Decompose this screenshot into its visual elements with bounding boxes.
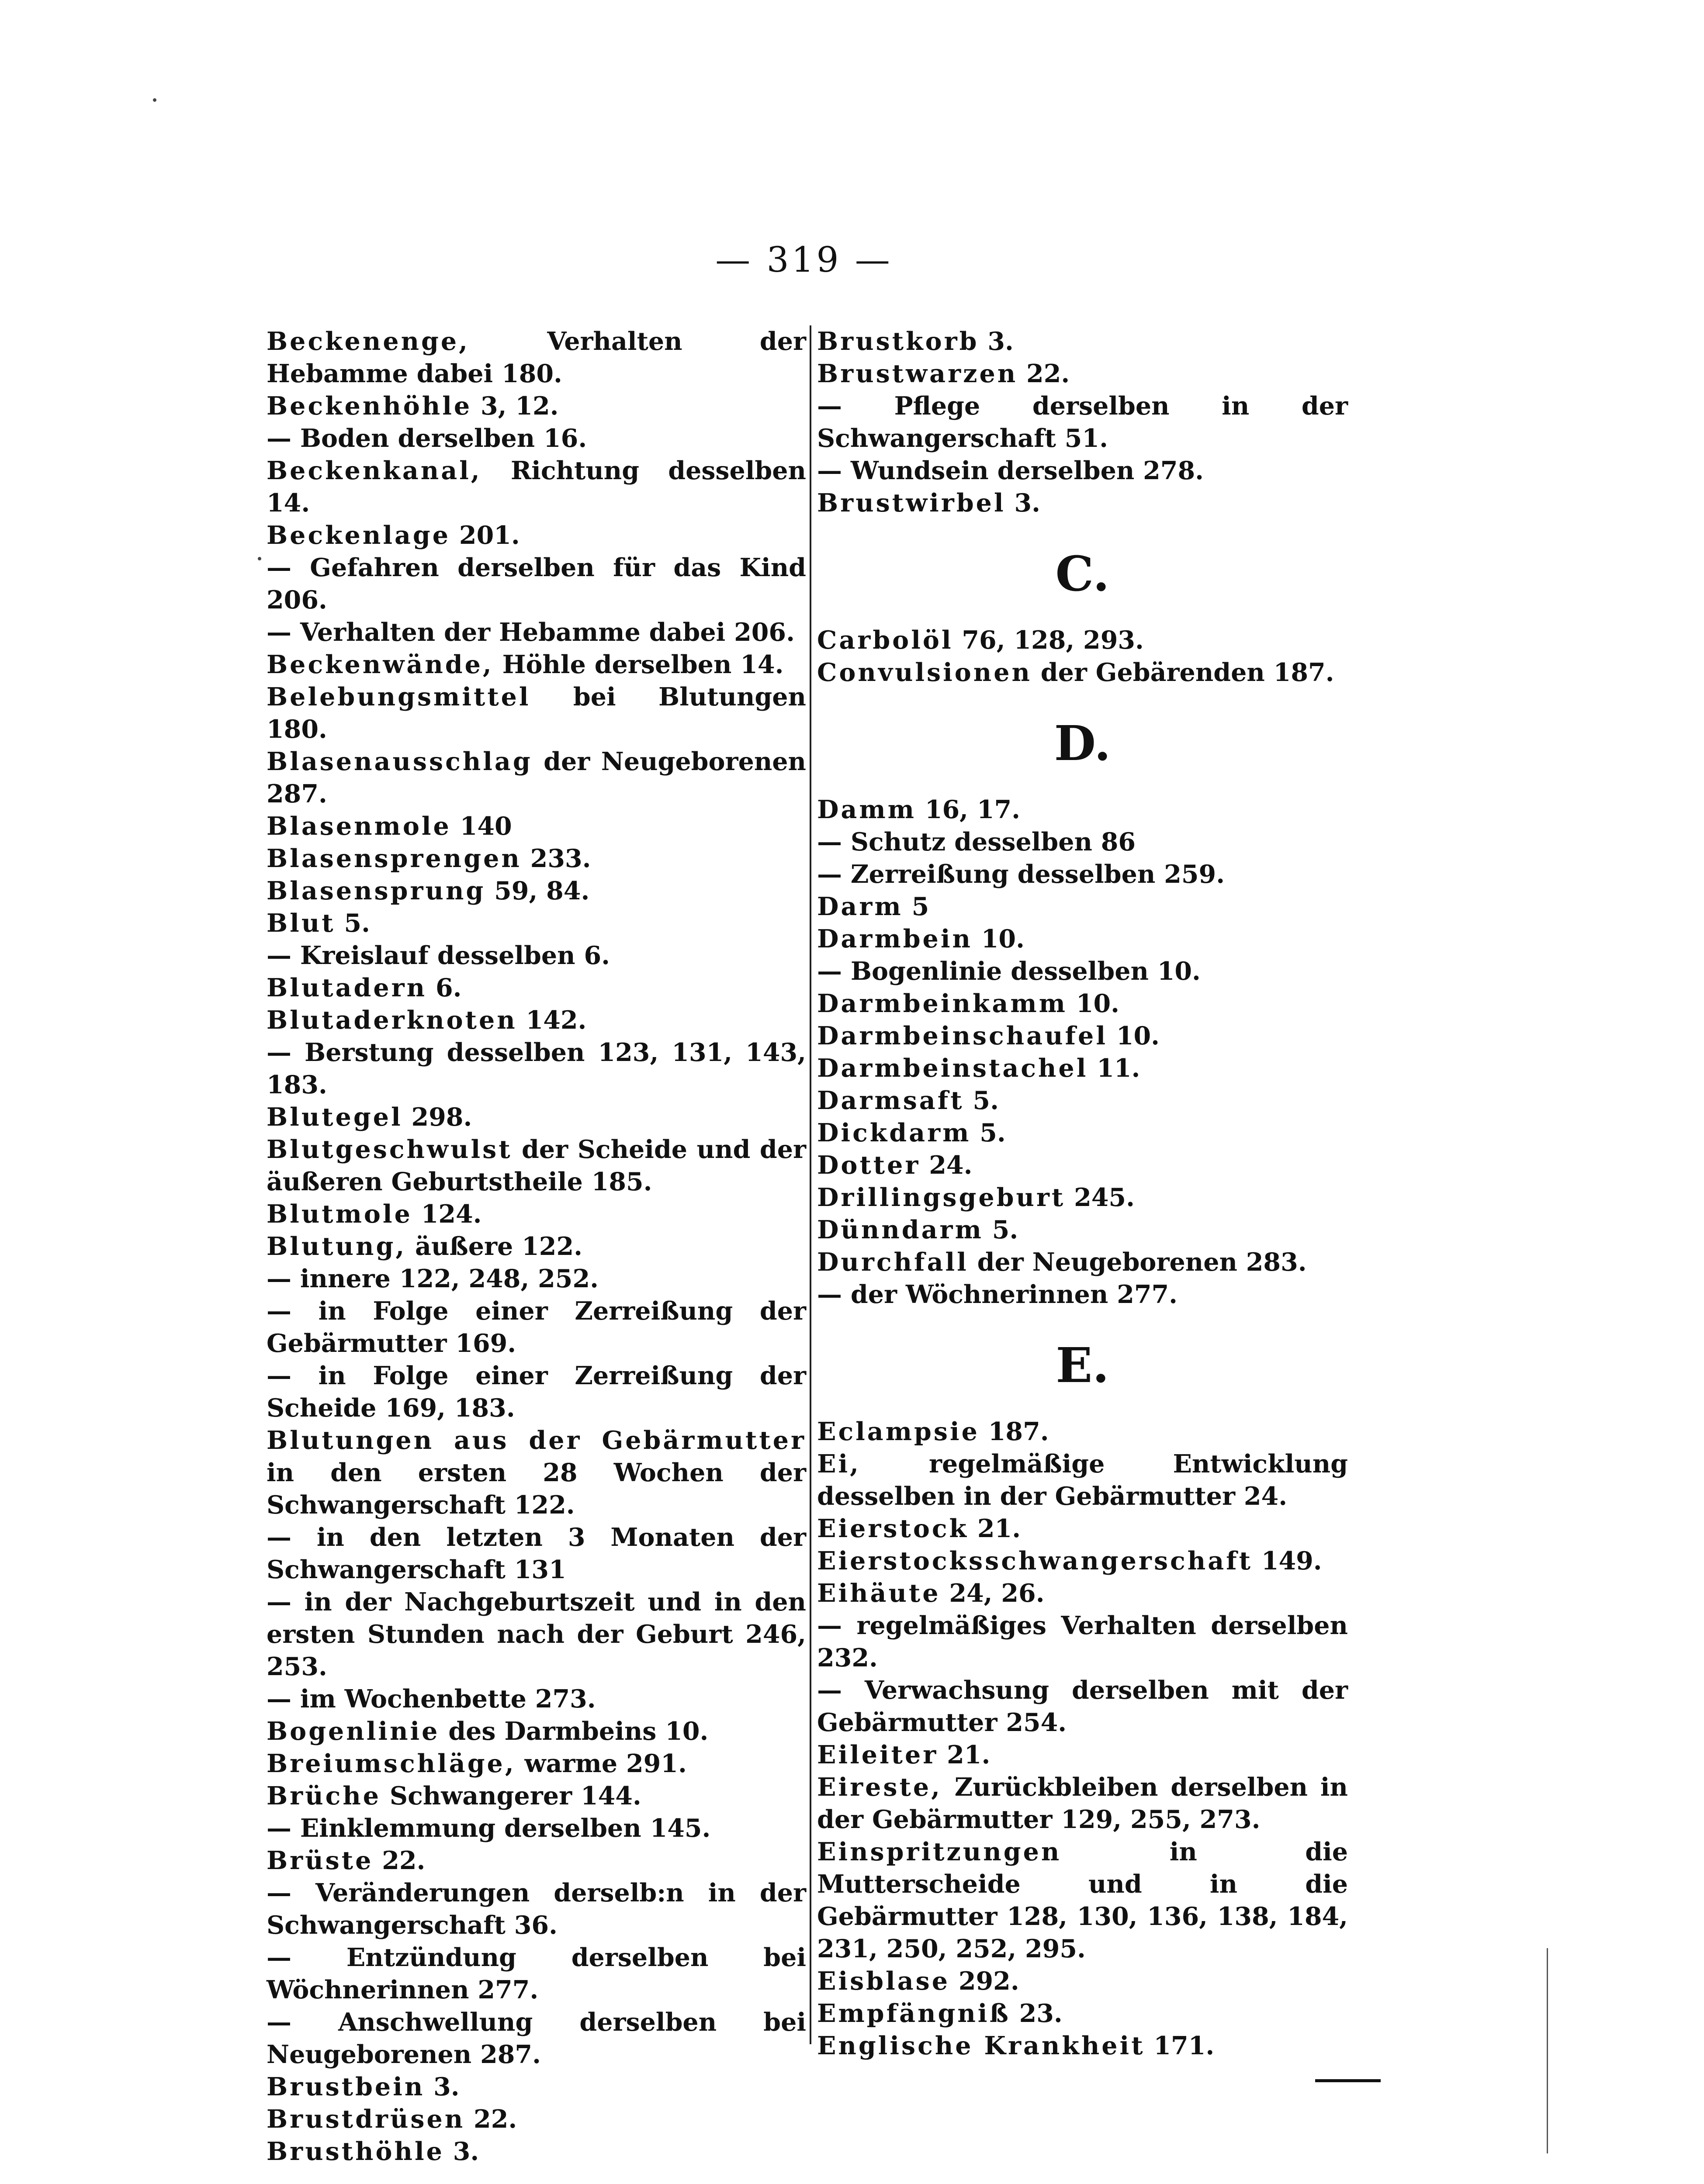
index-references: 5.	[335, 909, 370, 938]
section-letter-heading: C.	[1055, 546, 1110, 602]
index-entry	[817, 2030, 1348, 2062]
index-references: — Zerreißung desselben 259.	[817, 860, 1225, 889]
index-references: — Anschwellung derselben bei Neugeborenen 287.	[267, 2008, 806, 2069]
index-term: Dünndarm	[817, 1215, 984, 1244]
index-references: 187.	[979, 1417, 1049, 1446]
index-references: 22.	[1018, 359, 1070, 388]
index-references: 140	[451, 812, 512, 841]
margin-rule	[1547, 1948, 1548, 2153]
index-references: 3.	[444, 2137, 479, 2166]
index-references: 5.	[971, 1118, 1006, 1147]
index-term: Darmsaft	[817, 1086, 964, 1115]
index-term: Eierstock	[817, 1514, 969, 1543]
index-entry	[817, 657, 1348, 689]
index-references: — Verwachsung derselben mit der Gebärmutter 254.	[817, 1676, 1348, 1737]
index-references: 21.	[938, 1740, 991, 1769]
index-references: — Kreislauf desselben 6.	[267, 941, 610, 970]
index-references: in die Mutterscheide und in die Gebärmutter 128, 130, 136, 138, 184, 231, 250, 252, 295.	[817, 1837, 1348, 1963]
index-entry	[267, 1037, 806, 1101]
index-entry	[267, 1101, 806, 1133]
index-term: Darm	[817, 892, 903, 921]
page-number: — 319 —	[715, 239, 893, 280]
speck	[153, 98, 156, 102]
index-entry	[817, 1246, 1348, 1279]
index-term: Brustbein	[267, 2072, 425, 2101]
index-references: 24, 26.	[940, 1579, 1045, 1608]
index-term: Darmbeinschaufel	[817, 1021, 1108, 1051]
index-entry	[817, 1182, 1348, 1214]
index-term: Darmbein	[817, 924, 973, 954]
index-references: Richtung desselben 14.	[267, 456, 806, 518]
index-term: Bogenlinie	[267, 1717, 440, 1746]
index-term: Brustwarzen	[817, 359, 1018, 388]
index-entry	[267, 1683, 806, 1715]
index-term: Darmbeinstachel	[817, 1054, 1088, 1083]
index-entry	[817, 1416, 1348, 1448]
index-references: in den ersten 28 Wochen der Schwangerschaft 122.	[267, 1458, 806, 1520]
index-references: — in der Nachgeburtszeit und in den ersten Stunden nach der Geburt 246, 253.	[267, 1587, 806, 1681]
index-references: 23.	[1010, 1999, 1063, 2028]
index-entry	[817, 923, 1348, 955]
index-term: Drillingsgeburt	[817, 1183, 1066, 1212]
index-references: — Gefahren derselben für das Kind 206.	[267, 553, 806, 615]
index-term: Beckenenge,	[267, 327, 470, 356]
index-references: Höhle derselben 14.	[493, 650, 784, 679]
index-references: — Wundsein derselben 278.	[817, 456, 1204, 485]
index-entry	[267, 325, 806, 390]
index-references: — Entzündung derselben bei Wöchnerinnen 277.	[267, 1943, 806, 2004]
index-term: Beckenkanal,	[267, 456, 482, 485]
index-references: 76, 128, 293.	[953, 625, 1144, 655]
index-entry	[267, 649, 806, 681]
index-term: Blutmole	[267, 1199, 412, 1229]
index-references: 6.	[427, 973, 462, 1002]
index-term: Beckenwände,	[267, 650, 494, 679]
index-references: Zurückbleiben derselben in der Gebärmutter 129, 255, 273.	[817, 1773, 1348, 1834]
index-references: — Pflege derselben in der Schwangerschaft 51.	[817, 391, 1348, 453]
index-entry	[267, 972, 806, 1004]
index-references: — Boden derselben 16.	[267, 424, 587, 453]
index-references: — Einklemmung derselben 145.	[267, 1814, 711, 1843]
index-entry	[267, 1133, 806, 1198]
index-references: der Neugeborenen 287.	[267, 747, 806, 809]
index-entry	[817, 1020, 1348, 1052]
index-entry	[267, 616, 806, 649]
index-references: 3, 12.	[472, 391, 559, 421]
index-entry	[817, 1577, 1348, 1610]
index-entry	[817, 1545, 1348, 1577]
index-references: 3.	[425, 2072, 460, 2101]
index-term: Eireste,	[817, 1773, 942, 1802]
index-references: 298.	[402, 1102, 472, 1132]
index-entry	[267, 1586, 806, 1683]
index-entry	[267, 1845, 806, 1877]
index-references: 10.	[1067, 989, 1119, 1018]
index-entry	[267, 390, 806, 422]
index-entry	[267, 2071, 806, 2103]
index-entry	[817, 624, 1348, 657]
index-term: Damm	[817, 795, 916, 824]
index-term: Englische Krankheit	[817, 2031, 1145, 2060]
index-term: Beckenlage	[267, 521, 451, 550]
index-references: 5.	[964, 1086, 999, 1115]
index-term: Breiumschläge,	[267, 1749, 516, 1778]
index-term: Blutegel	[267, 1102, 403, 1132]
index-entry	[267, 907, 806, 940]
index-entry	[817, 1997, 1348, 2030]
index-term: Darmbeinkamm	[817, 989, 1067, 1018]
index-entry	[267, 455, 806, 519]
index-entry	[817, 1149, 1348, 1182]
index-entry	[817, 1214, 1348, 1246]
index-term: Convulsionen	[817, 658, 1032, 687]
index-references: — Bogenlinie desselben 10.	[817, 957, 1201, 986]
index-term: Beckenhöhle	[267, 391, 472, 421]
index-entry	[267, 1424, 806, 1521]
index-references: — der Wöchnerinnen 277.	[817, 1280, 1178, 1309]
index-term: Blasensprengen	[267, 844, 522, 873]
index-term: Blasensprung	[267, 876, 486, 905]
index-entry	[267, 2136, 806, 2168]
index-references: 233.	[521, 844, 591, 873]
index-references: — Berstung desselben 123, 131, 143, 183.	[267, 1038, 806, 1099]
index-term: Brüste	[267, 1846, 374, 1875]
index-term: Brustkorb	[817, 327, 979, 356]
index-term: Blutadern	[267, 973, 427, 1002]
index-references: 59, 84.	[485, 876, 590, 905]
index-entry	[267, 1198, 806, 1230]
index-references: — in Folge einer Zerreißung der Gebärmutter 169.	[267, 1296, 806, 1358]
index-term: Eierstocksschwangerschaft	[817, 1546, 1253, 1576]
index-term: Blasenmole	[267, 812, 451, 841]
index-column-right	[817, 325, 1348, 2062]
index-term: Blutgeschwulst	[267, 1135, 513, 1164]
index-entry	[267, 1748, 806, 1780]
index-references: 22.	[465, 2105, 517, 2134]
index-term: Eisblase	[817, 1966, 950, 1996]
index-entry	[817, 1674, 1348, 1739]
index-references: — Schutz desselben 86	[817, 827, 1136, 857]
index-term: Brustwirbel	[817, 488, 1006, 518]
index-references: der Gebärenden 187.	[1032, 658, 1334, 687]
index-entry	[267, 1230, 806, 1263]
index-references: 21.	[969, 1514, 1021, 1543]
index-term: Durchfall	[817, 1248, 969, 1277]
column-divider	[810, 325, 811, 2044]
index-entry	[817, 390, 1348, 455]
index-references: 24.	[920, 1151, 973, 1180]
index-entry	[267, 1263, 806, 1295]
index-entry	[267, 552, 806, 616]
index-column-left	[267, 325, 806, 2168]
index-references: — Verhalten der Hebamme dabei 206.	[267, 618, 795, 647]
end-dash	[1315, 2079, 1381, 2082]
index-entry	[267, 746, 806, 810]
index-entry	[267, 843, 806, 875]
index-term: Eihäute	[817, 1579, 941, 1608]
index-entry	[267, 1004, 806, 1037]
index-references: — Veränderungen derselb:n in der Schwangerschaft 36.	[267, 1878, 806, 1940]
index-references: warme 291.	[516, 1749, 687, 1778]
index-entry	[817, 1448, 1348, 1513]
index-references: der Neugeborenen 283.	[968, 1248, 1307, 1277]
index-references: 11.	[1088, 1054, 1140, 1083]
index-entry	[817, 1052, 1348, 1085]
index-references: 142.	[517, 1006, 587, 1035]
index-entry	[267, 810, 806, 843]
index-references: 16, 17.	[916, 795, 1021, 824]
index-entry	[817, 1610, 1348, 1674]
index-entry	[267, 422, 806, 455]
index-references: 149.	[1252, 1546, 1322, 1576]
index-references: des Darmbeins 10.	[440, 1717, 709, 1746]
index-term: Blasenausschlag	[267, 747, 533, 776]
index-references: 10.	[972, 924, 1025, 954]
index-references: 5	[903, 892, 929, 921]
section-letter-heading: E.	[1056, 1337, 1109, 1393]
index-references: äußere 122.	[406, 1232, 582, 1261]
index-entry	[817, 891, 1348, 923]
index-references: regelmäßige Entwicklung desselben in der Gebärmutter 24.	[817, 1449, 1348, 1511]
index-references: 10.	[1107, 1021, 1160, 1051]
index-term: Eclampsie	[817, 1417, 980, 1446]
index-entry	[817, 358, 1348, 390]
index-entry	[817, 794, 1348, 826]
index-references: 22.	[373, 1846, 426, 1875]
index-term: Dickdarm	[817, 1118, 971, 1147]
index-entry	[817, 487, 1348, 519]
index-entry	[267, 1877, 806, 1942]
index-entry	[267, 940, 806, 972]
index-entry	[817, 1771, 1348, 1836]
index-entry	[817, 826, 1348, 858]
index-entry	[817, 1085, 1348, 1117]
index-references: — im Wochenbette 273.	[267, 1684, 596, 1714]
index-term: Dotter	[817, 1151, 921, 1180]
index-entry	[267, 2103, 806, 2136]
index-entry	[267, 1295, 806, 1360]
index-term: Blut	[267, 909, 336, 938]
index-entry	[267, 519, 806, 552]
index-entry	[267, 1360, 806, 1424]
index-term: Ei,	[817, 1449, 861, 1479]
index-references: 171.	[1145, 2031, 1215, 2060]
index-entry	[817, 1836, 1348, 1965]
section-letter-heading: D.	[1054, 715, 1111, 771]
index-references: 3.	[1005, 488, 1040, 518]
index-term: Blutungen aus der Gebärmutter	[267, 1426, 806, 1455]
index-term: Belebungsmittel	[267, 682, 531, 712]
index-references: 201.	[450, 521, 520, 550]
index-entry	[267, 1942, 806, 2006]
index-term: Brüche	[267, 1781, 381, 1811]
index-references: der Scheide und der äußeren Geburtstheile 185.	[267, 1135, 806, 1196]
index-term: Blutung,	[267, 1232, 407, 1261]
index-references: 3.	[979, 327, 1014, 356]
index-entry	[267, 1780, 806, 1812]
index-entry	[817, 1739, 1348, 1771]
index-entry	[817, 1117, 1348, 1149]
index-term: Empfängniß	[817, 1999, 1011, 2028]
index-entry	[267, 1812, 806, 1845]
index-references: Verhalten der Hebamme dabei 180.	[267, 327, 806, 388]
speck	[258, 557, 261, 560]
index-entry	[817, 988, 1348, 1020]
index-entry	[817, 1965, 1348, 1997]
index-references: Schwangerer 144.	[381, 1781, 641, 1811]
index-entry	[817, 325, 1348, 358]
index-entry	[267, 1715, 806, 1748]
index-references: 292.	[950, 1966, 1019, 1996]
index-term: Brusthöhle	[267, 2137, 444, 2166]
index-entry	[267, 875, 806, 907]
index-term: Brustdrüsen	[267, 2105, 465, 2134]
index-entry	[817, 1279, 1348, 1311]
index-references: — regelmäßiges Verhalten derselben 232.	[817, 1611, 1348, 1673]
index-references: 5.	[983, 1215, 1018, 1244]
index-entry	[267, 1521, 806, 1586]
index-term: Blutaderknoten	[267, 1006, 517, 1035]
index-entry	[817, 955, 1348, 988]
index-entry	[817, 455, 1348, 487]
index-references: — innere 122, 248, 252.	[267, 1264, 599, 1293]
index-term: Carbolöl	[817, 625, 953, 655]
index-term: Einspritzungen	[817, 1837, 1062, 1866]
index-references: — in den letzten 3 Monaten der Schwangerschaft 131	[267, 1523, 806, 1584]
index-references: — in Folge einer Zerreißung der Scheide 169, 183.	[267, 1361, 806, 1423]
index-entry	[817, 1513, 1348, 1545]
index-references: 124.	[412, 1199, 482, 1229]
index-references: 245.	[1065, 1183, 1135, 1212]
index-term: Eileiter	[817, 1740, 939, 1769]
index-entry	[267, 681, 806, 746]
index-references: bei Blutungen 180.	[267, 682, 806, 744]
index-entry	[817, 858, 1348, 891]
index-entry	[267, 2006, 806, 2071]
